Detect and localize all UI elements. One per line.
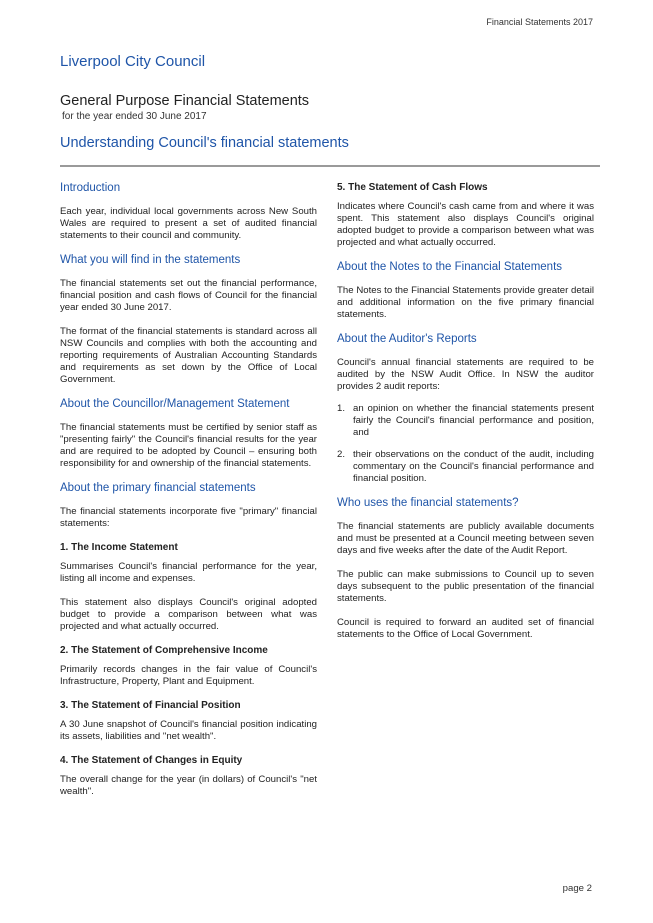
heading-financial-position: 3. The Statement of Financial Position — [60, 700, 241, 711]
paragraph-financial-position: A 30 June snapshot of Council's financial position indicating its assets, liabilities and "net wealth". — [60, 719, 317, 742]
paragraph-comprehensive-income: Primarily records changes in the fair value of Council's Infrastructure, Property, Plant and Equipment. — [60, 664, 317, 687]
list-item — [337, 403, 594, 439]
page-number: page 2 — [562, 883, 592, 894]
list-item-number: 2. — [337, 449, 346, 460]
paragraph-cash-flows: Indicates where Council's cash came from and where it was spent. This statement also displays Council's original adopted budget to provide a comparison between what was projected and what actually occurred. — [337, 201, 594, 248]
document-subtitle: for the year ended 30 June 2017 — [62, 111, 207, 122]
heading-notes: About the Notes to the Financial Statements — [337, 261, 563, 273]
paragraph-primary-statements: The financial statements incorporate five "primary" financial statements: — [60, 506, 317, 529]
running-header: Financial Statements 2017 — [486, 17, 593, 27]
heading-cash-flows: 5. The Statement of Cash Flows — [337, 182, 488, 193]
list-item-text: their observations on the conduct of the audit, including commentary on the Council's financial performance and financial position. — [353, 449, 594, 484]
heading-introduction: Introduction — [60, 182, 121, 194]
title-divider — [60, 165, 600, 167]
paragraph-introduction: Each year, individual local governments across New South Wales are required to present a set of audited financial statements to their council and community. — [60, 206, 317, 241]
paragraph-councillor-statement: The financial statements must be certified by senior staff as "presenting fairly" the Council's financial results for the year and are required to be adopted by Council – ensuring both responsibility for and ownership of the financial statements. — [60, 422, 317, 469]
list-item-number: 1. — [337, 403, 346, 414]
paragraph-income-1: Summarises Council's financial performance for the year, listing all income and expenses. — [60, 561, 317, 584]
paragraph-who-uses-1: The financial statements are publicly available documents and must be presented at a Council meeting between seven days and five weeks after the date of the Audit Report. — [337, 521, 594, 556]
list-item — [337, 449, 594, 485]
right-column — [337, 182, 594, 653]
audit-report-list — [337, 403, 594, 485]
document-title: General Purpose Financial Statements — [60, 93, 310, 109]
heading-changes-in-equity: 4. The Statement of Changes in Equity — [60, 755, 243, 766]
paragraph-auditors-reports: Council's annual financial statements are required to be audited by the NSW Audit Office. In NSW the auditor provides 2 audit reports: — [337, 357, 594, 392]
paragraph-find-2: The format of the financial statements is standard across all NSW Councils and complies with both the accounting and reporting requirements of Australian Accounting Standards and requirements as set down by the Office of Local Government. — [60, 326, 317, 385]
heading-what-you-will-find: What you will find in the statements — [60, 254, 241, 266]
heading-councillor-statement: About the Councillor/Management Statement — [60, 398, 290, 410]
paragraph-find-1: The financial statements set out the financial performance, financial position and cash flows of Council for the financial year ended 30 June 2017. — [60, 278, 317, 313]
left-column — [60, 182, 317, 810]
council-name: Liverpool City Council — [60, 53, 206, 70]
paragraph-who-uses-2: The public can make submissions to Council up to seven days subsequent to the public presentation of the financial statements. — [337, 569, 594, 604]
heading-who-uses: Who uses the financial statements? — [337, 497, 519, 509]
heading-auditors-reports: About the Auditor's Reports — [337, 333, 477, 345]
paragraph-income-2: This statement also displays Council's original adopted budget to provide a comparison between what was projected and what actually occurred. — [60, 597, 317, 632]
heading-comprehensive-income: 2. The Statement of Comprehensive Income — [60, 645, 268, 656]
paragraph-changes-in-equity: The overall change for the year (in dollars) of Council's "net wealth". — [60, 774, 317, 797]
heading-primary-statements: About the primary financial statements — [60, 482, 256, 494]
list-item-text: an opinion on whether the financial statements present fairly the Council's financial performance and position, and — [353, 403, 594, 438]
heading-income-statement: 1. The Income Statement — [60, 542, 178, 553]
section-title: Understanding Council's financial statements — [60, 135, 349, 151]
paragraph-notes: The Notes to the Financial Statements provide greater detail and additional information on the five primary financial statements. — [337, 285, 594, 320]
paragraph-who-uses-3: Council is required to forward an audited set of financial statements to the Office of Local Government. — [337, 617, 594, 640]
